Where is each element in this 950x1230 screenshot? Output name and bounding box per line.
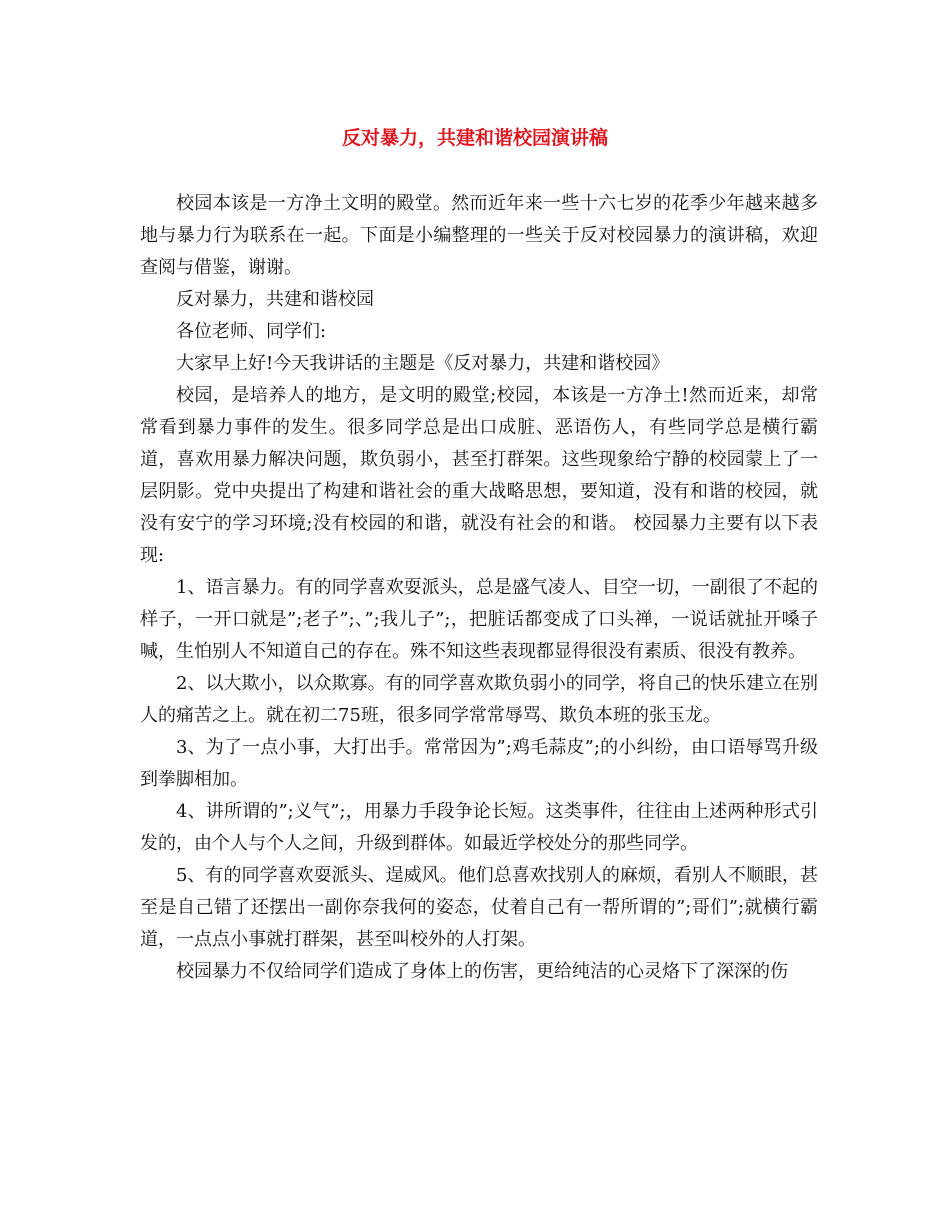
paragraph-intro: 校园本该是一方净土文明的殿堂。然而近年来一些十六七岁的花季少年越来越多地与暴力行为联系在一起。下面是小编整理的一些关于反对校园暴力的演讲稿，欢迎查阅与借鉴，谢谢。	[140, 193, 818, 278]
paragraph-speech-title: 反对暴力，共建和谐校园	[176, 289, 374, 310]
paragraph-item-2: 2、以大欺小，以众欺寡。有的同学喜欢欺负弱小的同学，将自己的快乐建立在别人的痛苦之上。就在初二75班，很多同学常常辱骂、欺负本班的张玉龙。	[140, 673, 818, 726]
paragraph-conclusion: 校园暴力不仅给同学们造成了身体上的伤害，更给纯洁的心灵烙下了深深的伤	[176, 961, 788, 982]
document-title: 反对暴力，共建和谐校园演讲稿	[341, 127, 608, 149]
paragraph-item-5: 5、有的同学喜欢耍派头、逞威风。他们总喜欢找别人的麻烦，看别人不顺眼，甚至是自己错了还摆出一副你奈我何的姿态，仗着自己有一帮所谓的”;哥们”;就横行霸道，一点点小事就打群架，甚至叫校外的人打架。	[140, 865, 818, 950]
paragraph-campus: 校园，是培养人的地方，是文明的殿堂;校园，本该是一方净土!然而近来，却常常看到暴力事件的发生。很多同学总是出口成脏、恶语伤人，有些同学总是横行霸道，喜欢用暴力解决问题，欺负弱小，甚至打群架。这些现象给宁静的校园蒙上了一层阴影。党中央提出了构建和谐社会的重大战略思想，要知道，没有和谐的校园，就没有安宁的学习环境;没有校园的和谐，就没有社会的和谐。 校园暴力主要有以下表现:	[140, 385, 818, 566]
paragraph-greeting: 大家早上好!今天我讲话的主题是《反对暴力，共建和谐校园》	[176, 353, 670, 374]
document-body	[140, 188, 818, 988]
paragraph-item-1: 1、语言暴力。有的同学喜欢耍派头，总是盛气凌人、目空一切，一副很了不起的样子，一开口就是”;老子”;、”;我儿子”;，把脏话都变成了口头禅，一说话就扯开嗓子喊，生怕别人不知道自己的存在。殊不知这些表现都显得很没有素质、很没有教养。	[140, 577, 818, 662]
paragraph-item-4: 4、讲所谓的”;义气”;，用暴力手段争论长短。这类事件，往往由上述两种形式引发的，由个人与个人之间，升级到群体。如最近学校处分的那些同学。	[140, 801, 818, 854]
paragraph-salutation: 各位老师、同学们:	[176, 321, 327, 342]
paragraph-item-3: 3、为了一点小事，大打出手。常常因为”;鸡毛蒜皮”;的小纠纷，由口语辱骂升级到拳脚相加。	[140, 737, 818, 790]
